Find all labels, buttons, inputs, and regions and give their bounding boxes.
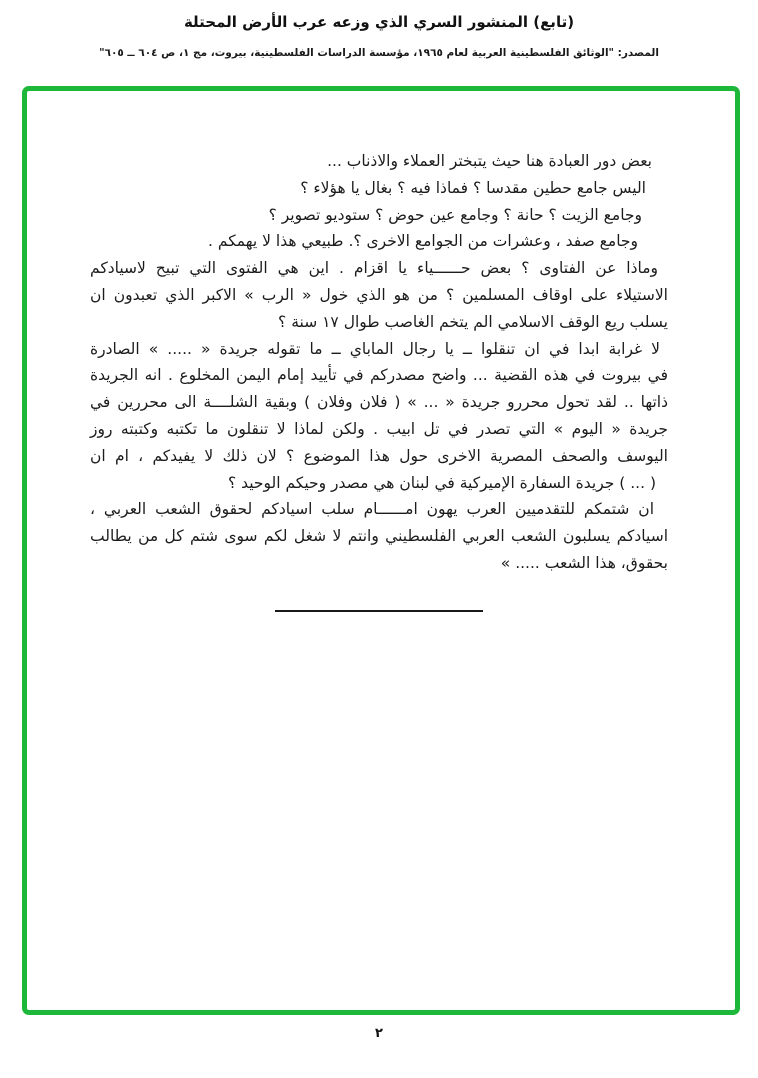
- text-line: اليوسف والصحف المصرية الاخرى حول هذا الموضوع ؟ لان ذلك لا يفيدكم ، ام ان: [90, 446, 668, 465]
- text-line: بعض دور العبادة هنا حيث يتبختر العملاء والاذناب ...: [327, 152, 652, 170]
- text-line: وجامع صفد ، وعشرات من الجوامع الاخرى ؟. طبيعي هذا لا يهمكم .: [208, 232, 638, 251]
- section-divider: [275, 610, 483, 612]
- page-number: ٢: [375, 1026, 383, 1041]
- text-line: اسيادكم يسلبون الشعب العربي الفلسطيني وانتم لا شغل لكم سوى شتم كل من يطالب: [90, 527, 668, 546]
- text-line: ( ... ) جريدة السفارة الإميركية في لبنان هي مصدر وحيكم الوحيد ؟: [227, 473, 656, 492]
- text-line: يسلب ريع الوقف الاسلامي الم يتخم الغاصب طوال ١٧ سنة ؟: [278, 312, 668, 331]
- text-line: اليس جامع حطين مقدسا ؟ فماذا فيه ؟ بغال يا هؤلاء ؟: [300, 178, 646, 197]
- text-line: وماذا عن الفتاوى ؟ بعض حــــــياء يا اقزام . اين هي الفتوى التي تبيح لاسيادكم: [90, 259, 658, 278]
- text-line: جريدة « اليوم » التي تصدر في تل ابيب . ولكن لماذا لا تنقلون ما تكتبه وكتبته روز: [90, 419, 668, 438]
- document-source: المصدر: "الوثائق الفلسطينية العربية لعام ١٩٦٥، مؤسسة الدراسات الفلسطينية، بيروت، مج ١، ص ٦٠٤ ــ ٦٠٥": [99, 47, 659, 59]
- text-line: ان شتمكم للتقدميين العرب يهون امــــــام سلب اسيادكم لحقوق الشعب العربي ،: [90, 500, 654, 519]
- document-body: [90, 148, 668, 612]
- text-line: ذاتها .. لقد تحول محررو جريدة « ... » ( فلان وفلان ) وبقية الشلــــة الى محررين في: [90, 393, 668, 412]
- document-title: (تابع) المنشور السري الذي وزعه عرب الأرض المحتلة: [183, 13, 575, 31]
- text-line: الاستيلاء على اوقاف المسلمين ؟ من هو الذي خول « الرب » الاكبر الذي تعبدون ان: [90, 285, 668, 304]
- content-frame: [22, 86, 740, 1015]
- text-line: بحقوق، هذا الشعب ..... »: [500, 553, 668, 572]
- text-line: لا غرابة ابدا في ان تنقلوا ــ يا رجال الماباي ــ ما تقوله جريدة « ..... » الصادرة: [90, 339, 660, 358]
- text-line: وجامع الزيت ؟ حانة ؟ وجامع عين حوض ؟ ستوديو تصوير ؟: [268, 205, 642, 224]
- text-line: في بيروت في هذه القضية ... واضح مصدركم في تأييد إمام اليمن المخلوع . انه الجريدة: [90, 366, 668, 385]
